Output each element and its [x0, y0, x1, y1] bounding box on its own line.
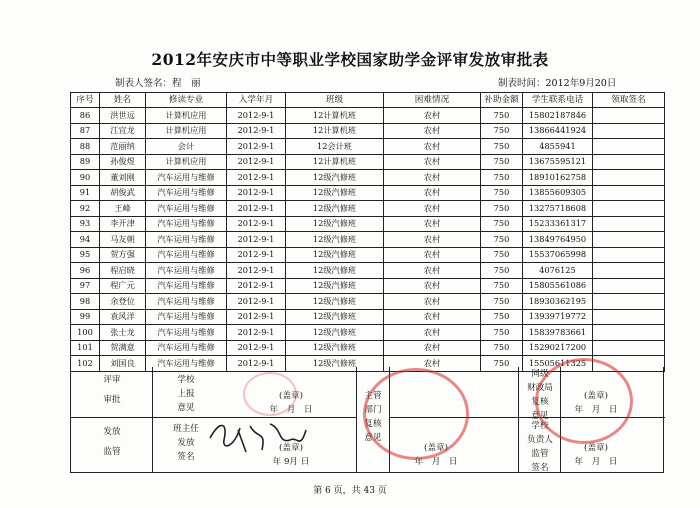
cell-sign[interactable] [593, 108, 665, 124]
cell-phone: 13275718608 [523, 201, 593, 217]
cell-major: 汽车运用与维修 [146, 247, 227, 263]
cell-name: 余登位 [100, 294, 146, 310]
cell-major: 计算机应用 [146, 154, 227, 170]
cell-sign[interactable] [593, 201, 665, 217]
teacher-label: 班主任 发放 签名 [173, 424, 199, 462]
cell-phone: 13675595121 [523, 154, 593, 170]
table-row [71, 294, 665, 310]
cell-sign[interactable] [593, 185, 665, 201]
cell-enroll: 2012-9-1 [227, 247, 286, 263]
cell-name: 胡俊武 [100, 185, 146, 201]
cell-amount: 750 [481, 154, 523, 170]
cell-enroll: 2012-9-1 [227, 309, 286, 325]
cell-name: 贺满意 [100, 340, 146, 356]
cell-hardship: 农村 [384, 170, 481, 186]
official-seal-stamp [363, 368, 469, 460]
cell-sign[interactable] [593, 170, 665, 186]
cell-amount: 750 [481, 309, 523, 325]
cell-major: 计算机应用 [146, 123, 227, 139]
cell-sign[interactable] [593, 340, 665, 356]
cell-amount: 750 [481, 263, 523, 279]
cell-name: 王峰 [100, 201, 146, 217]
form-title: 2012年安庆市中等职业学校国家助学金评审发放审批表 [151, 50, 549, 69]
cell-no: 95 [71, 247, 100, 263]
finance-seal-stamp [535, 358, 633, 444]
cell-no: 100 [71, 325, 100, 341]
cell-name: 江宜龙 [100, 123, 146, 139]
table-row [71, 263, 665, 279]
dept-label: 主管 部门 复核 意见 [364, 391, 382, 443]
cell-sign[interactable] [593, 309, 665, 325]
cell-major: 汽车运用与维修 [146, 201, 227, 217]
cell-class: 12级汽修班 [286, 356, 384, 372]
cell-class: 12级汽修班 [286, 294, 384, 310]
divider [518, 367, 519, 473]
cell-phone: 15290217200 [523, 340, 593, 356]
table-row [71, 201, 665, 217]
cell-major: 汽车运用与维修 [146, 170, 227, 186]
cell-enroll: 2012-9-1 [227, 232, 286, 248]
cell-major: 汽车运用与维修 [146, 294, 227, 310]
table-row [71, 325, 665, 341]
cell-no: 97 [71, 278, 100, 294]
finance-label: 同级 财政局 复核 意见 [527, 369, 553, 421]
cell-phone: 13939719772 [523, 309, 593, 325]
cell-class: 12级汽修班 [286, 201, 384, 217]
cell-class: 12级汽修班 [286, 309, 384, 325]
cell-no: 91 [71, 185, 100, 201]
cell-amount: 750 [481, 201, 523, 217]
cell-class: 12级汽修班 [286, 216, 384, 232]
cell-phone: 15839783661 [523, 325, 593, 341]
cell-enroll: 2012-9-1 [227, 340, 286, 356]
cell-enroll: 2012-9-1 [227, 139, 286, 155]
cell-amount: 750 [481, 139, 523, 155]
signature-mark [200, 410, 320, 460]
cell-class: 12级汽修班 [286, 232, 384, 248]
cell-enroll: 2012-9-1 [227, 154, 286, 170]
cell-hardship: 农村 [384, 232, 481, 248]
cell-name: 董刘刚 [100, 170, 146, 186]
cell-phone: 15233361317 [523, 216, 593, 232]
issue-label: 发放 监管 [103, 427, 121, 457]
cell-major: 汽车运用与维修 [146, 325, 227, 341]
cell-hardship: 农村 [384, 108, 481, 124]
cell-major: 汽车运用与维修 [146, 340, 227, 356]
cell-class: 12级汽修班 [286, 170, 384, 186]
cell-no: 94 [71, 232, 100, 248]
preparer-line [115, 75, 201, 89]
cell-name: 袁风洋 [100, 309, 146, 325]
cell-name: 刘国良 [100, 356, 146, 372]
cell-no: 87 [71, 123, 100, 139]
school-head-seal: (盖章) 年 月 日 [574, 443, 618, 467]
cell-class: 12级汽修班 [286, 247, 384, 263]
cell-class: 12计算机班 [286, 108, 384, 124]
table-row [71, 139, 665, 155]
cell-enroll: 2012-9-1 [227, 263, 286, 279]
table-row [71, 278, 665, 294]
divider [356, 367, 357, 473]
table-header-row [71, 93, 665, 108]
cell-enroll: 2012-9-1 [227, 325, 286, 341]
cell-hardship: 农村 [384, 325, 481, 341]
cell-phone: 4855941 [523, 139, 593, 155]
cell-name: 贺方强 [100, 247, 146, 263]
cell-name: 孙俊煜 [100, 154, 146, 170]
cell-major: 汽车运用与维修 [146, 263, 227, 279]
cell-major: 汽车运用与维修 [146, 216, 227, 232]
cell-enroll: 2012-9-1 [227, 185, 286, 201]
cell-major: 汽车运用与维修 [146, 185, 227, 201]
cell-class: 12级汽修班 [286, 278, 384, 294]
cell-hardship: 农村 [384, 139, 481, 155]
cell-sign[interactable] [593, 325, 665, 341]
cell-sign[interactable] [593, 154, 665, 170]
cell-class: 12级汽修班 [286, 263, 384, 279]
cell-sign[interactable] [593, 139, 665, 155]
cell-sign[interactable] [593, 123, 665, 139]
cell-no: 96 [71, 263, 100, 279]
column-header: 领取签名 [593, 93, 665, 108]
cell-major: 计算机应用 [146, 108, 227, 124]
cell-sign[interactable] [593, 216, 665, 232]
school-report-label: 学校 上报 意见 [177, 375, 195, 413]
cell-phone: 18910162758 [523, 170, 593, 186]
table-row [71, 309, 665, 325]
cell-hardship: 农村 [384, 123, 481, 139]
cell-amount: 750 [481, 325, 523, 341]
cell-phone: 13855609305 [523, 185, 593, 201]
cell-amount: 750 [481, 123, 523, 139]
cell-amount: 750 [481, 108, 523, 124]
cell-no: 98 [71, 294, 100, 310]
cell-no: 101 [71, 340, 100, 356]
cell-name: 范丽纳 [100, 139, 146, 155]
cell-phone: 15805561086 [523, 278, 593, 294]
school-head-label: 学校 负责人 监管 签名 [527, 421, 553, 473]
cell-amount: 750 [481, 278, 523, 294]
column-header: 序号 [71, 93, 100, 108]
cell-no: 102 [71, 356, 100, 372]
school-report-seal: (盖章) 年 月 日 [269, 391, 313, 415]
date-label: 制表时间： [498, 78, 546, 89]
cell-hardship: 农村 [384, 185, 481, 201]
table-row [71, 247, 665, 263]
cell-enroll: 2012-9-1 [227, 356, 286, 372]
table-row [71, 185, 665, 201]
cell-phone: 15802187846 [523, 108, 593, 124]
cell-hardship: 农村 [384, 294, 481, 310]
cell-phone: 15537065998 [523, 247, 593, 263]
column-header: 入学年月 [227, 93, 286, 108]
cell-amount: 750 [481, 216, 523, 232]
cell-hardship: 农村 [384, 278, 481, 294]
cell-name: 程广元 [100, 278, 146, 294]
cell-major: 汽车运用与维修 [146, 356, 227, 372]
column-header: 补助金额 [481, 93, 523, 108]
cell-major: 汽车运用与维修 [146, 278, 227, 294]
cell-class: 12会计班 [286, 139, 384, 155]
date-value: 2012年9月20日 [545, 78, 617, 89]
table-row [71, 216, 665, 232]
table-row [71, 108, 665, 124]
column-header: 姓名 [100, 93, 146, 108]
cell-enroll: 2012-9-1 [227, 294, 286, 310]
cell-phone: 15505611325 [523, 356, 593, 372]
cell-amount: 750 [481, 356, 523, 372]
table-row [71, 170, 665, 186]
cell-name: 程启晓 [100, 263, 146, 279]
cell-class: 12计算机班 [286, 123, 384, 139]
teacher-seal: (盖章) 年 9月 日 [272, 443, 310, 467]
divider [152, 367, 153, 473]
table-row [71, 232, 665, 248]
cell-hardship: 农村 [384, 340, 481, 356]
cell-hardship: 农村 [384, 247, 481, 263]
cell-amount: 750 [481, 170, 523, 186]
table-row [71, 123, 665, 139]
student-table [70, 92, 665, 372]
date-line [498, 75, 616, 89]
cell-enroll: 2012-9-1 [227, 170, 286, 186]
cell-sign[interactable] [593, 263, 665, 279]
cell-enroll: 2012-9-1 [227, 216, 286, 232]
cell-major: 汽车运用与维修 [146, 309, 227, 325]
cell-sign[interactable] [593, 278, 665, 294]
cell-hardship: 农村 [384, 263, 481, 279]
finance-seal: (盖章) 年 月 日 [574, 391, 618, 415]
cell-phone: 4076125 [523, 263, 593, 279]
cell-hardship: 农村 [384, 216, 481, 232]
cell-enroll: 2012-9-1 [227, 123, 286, 139]
cell-sign[interactable] [593, 294, 665, 310]
page-number: 第 6 页，共 43 页 [313, 486, 387, 496]
cell-no: 93 [71, 216, 100, 232]
cell-hardship: 农村 [384, 356, 481, 372]
cell-hardship: 农村 [384, 154, 481, 170]
column-header: 学生联系电话 [523, 93, 593, 108]
cell-amount: 750 [481, 247, 523, 263]
cell-enroll: 2012-9-1 [227, 201, 286, 217]
cell-no: 90 [71, 170, 100, 186]
cell-name: 马友朝 [100, 232, 146, 248]
cell-class: 12级汽修班 [286, 325, 384, 341]
review-label: 评审 审批 [103, 375, 121, 405]
cell-amount: 750 [481, 185, 523, 201]
cell-no: 92 [71, 201, 100, 217]
cell-amount: 750 [481, 294, 523, 310]
dept-seal: (盖章) 年 月 日 [414, 443, 458, 467]
cell-no: 88 [71, 139, 100, 155]
cell-hardship: 农村 [384, 309, 481, 325]
cell-phone: 13849764950 [523, 232, 593, 248]
cell-name: 李开津 [100, 216, 146, 232]
cell-name: 张士龙 [100, 325, 146, 341]
cell-no: 89 [71, 154, 100, 170]
column-header: 班级 [286, 93, 384, 108]
cell-phone: 13866441924 [523, 123, 593, 139]
cell-amount: 750 [481, 340, 523, 356]
cell-enroll: 2012-9-1 [227, 108, 286, 124]
cell-major: 会计 [146, 139, 227, 155]
table-row [71, 340, 665, 356]
preparer-label: 制表人签名： [115, 78, 173, 89]
preparer-name: 程 丽 [172, 78, 201, 89]
cell-sign[interactable] [593, 232, 665, 248]
cell-class: 12级汽修班 [286, 340, 384, 356]
cell-hardship: 农村 [384, 201, 481, 217]
cell-class: 12计算机班 [286, 154, 384, 170]
cell-name: 洪世远 [100, 108, 146, 124]
cell-major: 汽车运用与维修 [146, 232, 227, 248]
cell-sign[interactable] [593, 247, 665, 263]
cell-amount: 750 [481, 232, 523, 248]
cell-no: 99 [71, 309, 100, 325]
cell-phone: 18930362195 [523, 294, 593, 310]
column-header: 困难情况 [384, 93, 481, 108]
cell-no: 86 [71, 108, 100, 124]
table-row [71, 154, 665, 170]
cell-class: 12级汽修班 [286, 185, 384, 201]
column-header: 修读专业 [146, 93, 227, 108]
cell-enroll: 2012-9-1 [227, 278, 286, 294]
